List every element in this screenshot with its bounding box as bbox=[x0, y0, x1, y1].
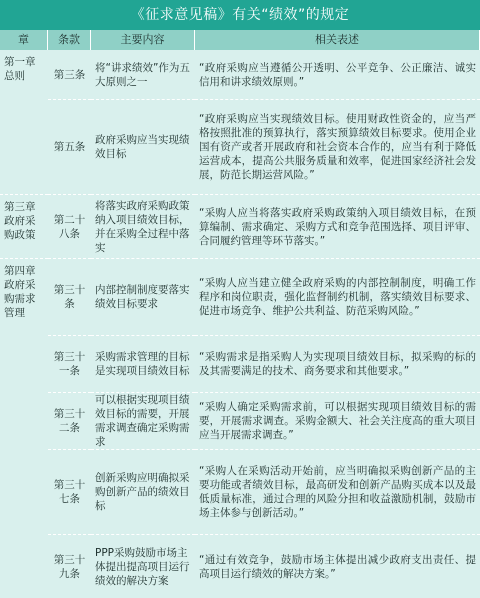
quote-cell: “政府采购应当遵循公开透明、公平竞争、公正廉洁、诚实信用和讲求绩效原则。” bbox=[195, 50, 480, 100]
article-cell: 第三十九条 bbox=[53, 553, 86, 580]
header-article: 条款 bbox=[48, 30, 91, 50]
article-cell: 第二十八条 bbox=[48, 195, 91, 259]
quote-cell: “采购人应当建立健全政府采购的内部控制制度，明确工作程序和岗位职责，强化监督制约机制，落实绩效目标要求、促进市场竞争、维护公共利益、防范采购风险。” bbox=[195, 259, 480, 336]
table-title: 《征求意见稿》有关“绩效”的规定 bbox=[0, 0, 480, 30]
quote-cell: “采购人确定采购需求前，可以根据实现项目绩效目标的需要，开展需求调查。采购金额大、社会关注度高的重大项目应当开展需求调查。” bbox=[195, 393, 480, 450]
content-cell: PPP采购鼓励市场主体提出提高项目运行绩效的解决方案 bbox=[95, 546, 190, 587]
article-cell: 第三十二条 bbox=[48, 393, 91, 450]
chapter-cell: 第一章总则 bbox=[0, 50, 48, 195]
header-content: 主要内容 bbox=[91, 30, 195, 50]
content-cell: 将“讲求绩效”作为五大原则之一 bbox=[91, 50, 195, 100]
content-cell: 可以根据实现项目绩效目标的需要，开展需求调查确定采购需求 bbox=[91, 393, 195, 450]
header-quote: 相关表述 bbox=[195, 30, 480, 50]
chapter-cell: 第三章政府采购政策 bbox=[0, 195, 48, 259]
content-cell: 政府采购应当实现绩效目标 bbox=[91, 100, 195, 195]
content-cell: 内部控制制度要落实绩效目标要求 bbox=[91, 259, 195, 336]
content-cell: 创新采购应明确拟采购创新产品的绩效目标 bbox=[91, 450, 195, 535]
quote-cell: “采购需求是指采购人为实现项目绩效目标，拟采购的标的及其需要满足的技术、商务要求和其他要求。” bbox=[195, 336, 480, 393]
article-cell: 第三十条 bbox=[48, 259, 91, 336]
quote-cell: “采购人应当将落实政府采购政策纳入项目绩效目标，在预算编制、需求确定、采购方式和竞争范围选择、项目评审、合同履约管理等环节落实。” bbox=[195, 195, 480, 259]
article-cell: 第三十七条 bbox=[48, 450, 91, 535]
article-cell: 第三条 bbox=[48, 50, 91, 100]
article-cell: 第三十一条 bbox=[48, 336, 91, 393]
header-chapter: 章 bbox=[0, 30, 48, 50]
article-cell: 第五条 bbox=[48, 100, 91, 195]
quote-cell: “政府采购应当实现绩效目标。使用财政性资金的，应当严格按照批准的预算执行，落实预算绩效目标要求。使用企业国有资产或者开展政府和社会资本合作的，应当有利于降低运营成本，提高公共服务质量和效率，促进国家经济社会发展，防范长期运营风险。” bbox=[195, 100, 480, 195]
quote-cell: “采购人在采购活动开始前，应当明确拟采购创新产品的主要功能或者绩效目标，最高研发和创新产品购买成本以及最低质量标准，通过合理的风险分担和收益激励机制，鼓励市场主体参与创新活动。” bbox=[195, 450, 480, 535]
content-cell: 采购需求管理的目标是实现项目绩效目标 bbox=[91, 336, 195, 393]
quote-cell: “通过有效竞争，鼓励市场主体提出减少政府支出责任、提高项目运行绩效的解决方案。” bbox=[199, 553, 476, 580]
content-cell: 将落实政府采购政策纳入项目绩效目标，并在采购全过程中落实 bbox=[91, 195, 195, 259]
regulation-table bbox=[0, 30, 480, 598]
chapter-cell: 第四章政府采购需求管理 bbox=[4, 265, 36, 319]
